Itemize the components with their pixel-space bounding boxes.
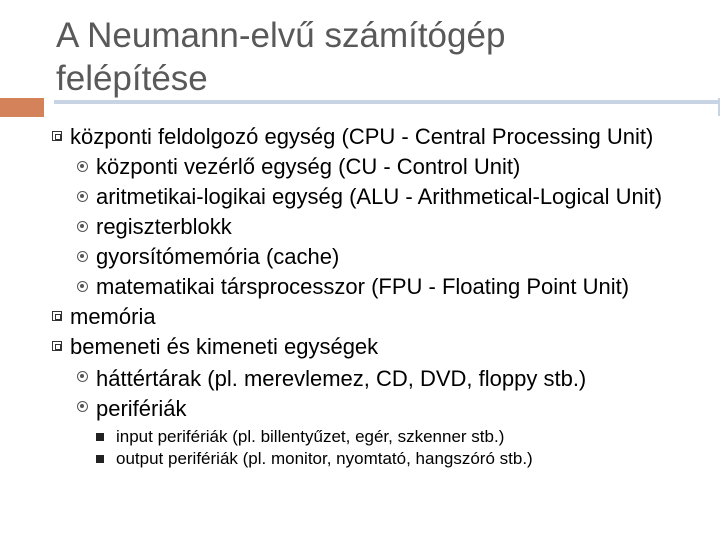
square-bullet-icon [52, 311, 62, 321]
square-bullet-icon [52, 131, 62, 141]
list-item-registers [44, 216, 704, 238]
list-item-memory [44, 306, 704, 328]
list-item-label: bemeneti és kimeneti egységek [70, 334, 379, 359]
list-item-storage [44, 366, 704, 392]
list-item-output-peripherals [44, 448, 704, 470]
list-item-label: háttértárak (pl. merevlemez, CD, DVD, floppy stb.) [96, 366, 587, 391]
list-item-label: input perifériák (pl. billentyűzet, egér, szkenner stb.) [116, 427, 505, 446]
list-item-input-peripherals [44, 426, 704, 448]
circle-bullet-icon [77, 371, 88, 382]
list-item-label: regiszterblokk [96, 214, 232, 239]
square-bullet-icon [96, 455, 104, 463]
slide-content [44, 126, 704, 470]
circle-bullet-icon [77, 401, 88, 412]
accent-bar [0, 98, 44, 117]
circle-bullet-icon [77, 191, 88, 202]
circle-bullet-icon [77, 221, 88, 232]
list-item-fpu [44, 276, 704, 298]
square-bullet-icon [96, 433, 104, 441]
list-item-label: perifériák [96, 396, 187, 421]
circle-bullet-icon [77, 281, 88, 292]
list-item-io [44, 336, 704, 358]
square-bullet-icon [52, 341, 62, 351]
list-item-label: memória [70, 304, 156, 329]
list-item-label: gyorsítómemória (cache) [96, 244, 340, 269]
list-item-cache [44, 246, 704, 268]
list-item-label: központi vezérlő egység (CU - Control Unit) [96, 154, 521, 179]
list-item-alu [44, 186, 704, 208]
list-item-cpu [44, 126, 704, 148]
list-item-label: központi feldolgozó egység (CPU - Central Processing Unit) [70, 124, 654, 149]
list-item-label: matematikai társprocesszor (FPU - Floating Point Unit) [96, 274, 630, 299]
list-item-label: output perifériák (pl. monitor, nyomtató, hangszóró stb.) [116, 449, 533, 468]
circle-bullet-icon [77, 251, 88, 262]
slide-title: A Neumann-elvű számítógép felépítése [56, 16, 506, 98]
list-item-cu [44, 156, 704, 178]
title-divider [54, 100, 720, 104]
circle-bullet-icon [77, 161, 88, 172]
list-item-peripherals [44, 396, 704, 422]
list-item-label: aritmetikai-logikai egység (ALU - Arithmetical-Logical Unit) [96, 184, 663, 209]
